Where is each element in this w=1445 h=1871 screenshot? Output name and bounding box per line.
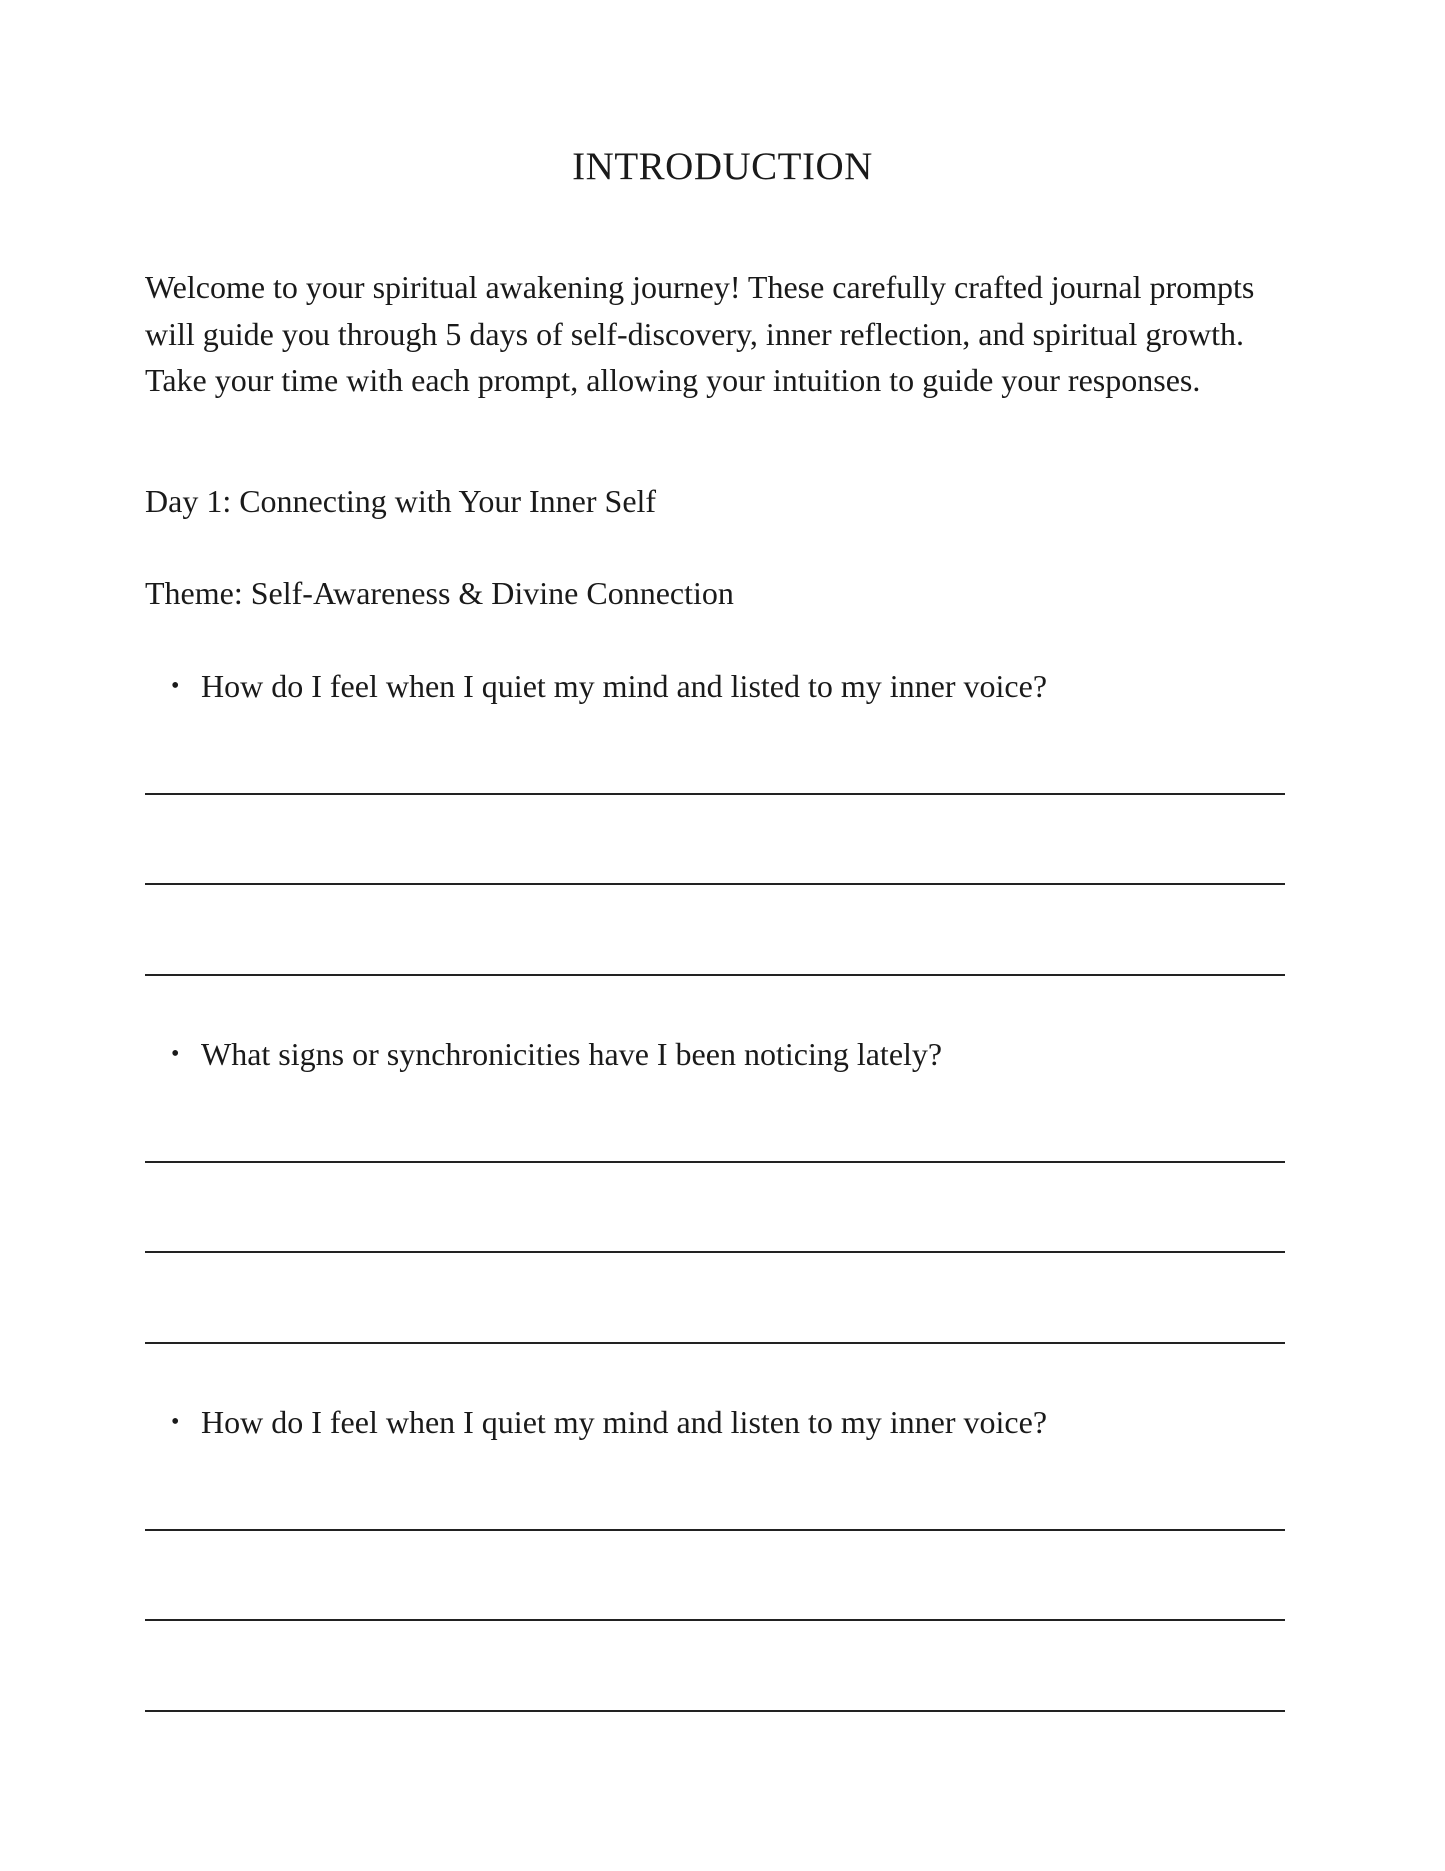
prompt-question-text: What signs or synchronicities have I been noticing lately? xyxy=(201,1036,943,1072)
answer-line[interactable] xyxy=(145,793,1285,795)
prompt-block xyxy=(145,1031,1285,1077)
answer-line[interactable] xyxy=(145,1342,1285,1344)
page-title: INTRODUCTION xyxy=(572,145,873,188)
answer-line[interactable] xyxy=(145,1251,1285,1253)
answer-line[interactable] xyxy=(145,1161,1285,1163)
prompt-block xyxy=(145,1399,1285,1445)
answer-line[interactable] xyxy=(145,883,1285,885)
bullet-icon: • xyxy=(171,673,180,699)
bullet-icon: • xyxy=(171,1409,180,1435)
prompt-question xyxy=(145,1399,1285,1445)
answer-line[interactable] xyxy=(145,1529,1285,1531)
theme-line: Theme: Self-Awareness & Divine Connection xyxy=(145,575,734,611)
prompt-question xyxy=(145,663,1285,709)
answer-line[interactable] xyxy=(145,1619,1285,1621)
answer-line[interactable] xyxy=(145,1710,1285,1712)
answer-line[interactable] xyxy=(145,974,1285,976)
prompt-question-text: How do I feel when I quiet my mind and listed to my inner voice? xyxy=(201,668,1048,704)
day-heading: Day 1: Connecting with Your Inner Self xyxy=(145,483,657,519)
prompt-block xyxy=(145,663,1285,709)
intro-paragraph: Welcome to your spiritual awakening journey! These carefully crafted journal prompts will guide you through 5 days of self-discovery, inner reflection, and spiritual growth. Take your time with each prompt, allowing your intuition to guide your responses. xyxy=(145,269,1255,398)
prompt-question-text: How do I feel when I quiet my mind and listen to my inner voice? xyxy=(201,1404,1048,1440)
bullet-icon: • xyxy=(171,1041,180,1067)
prompt-question xyxy=(145,1031,1285,1077)
